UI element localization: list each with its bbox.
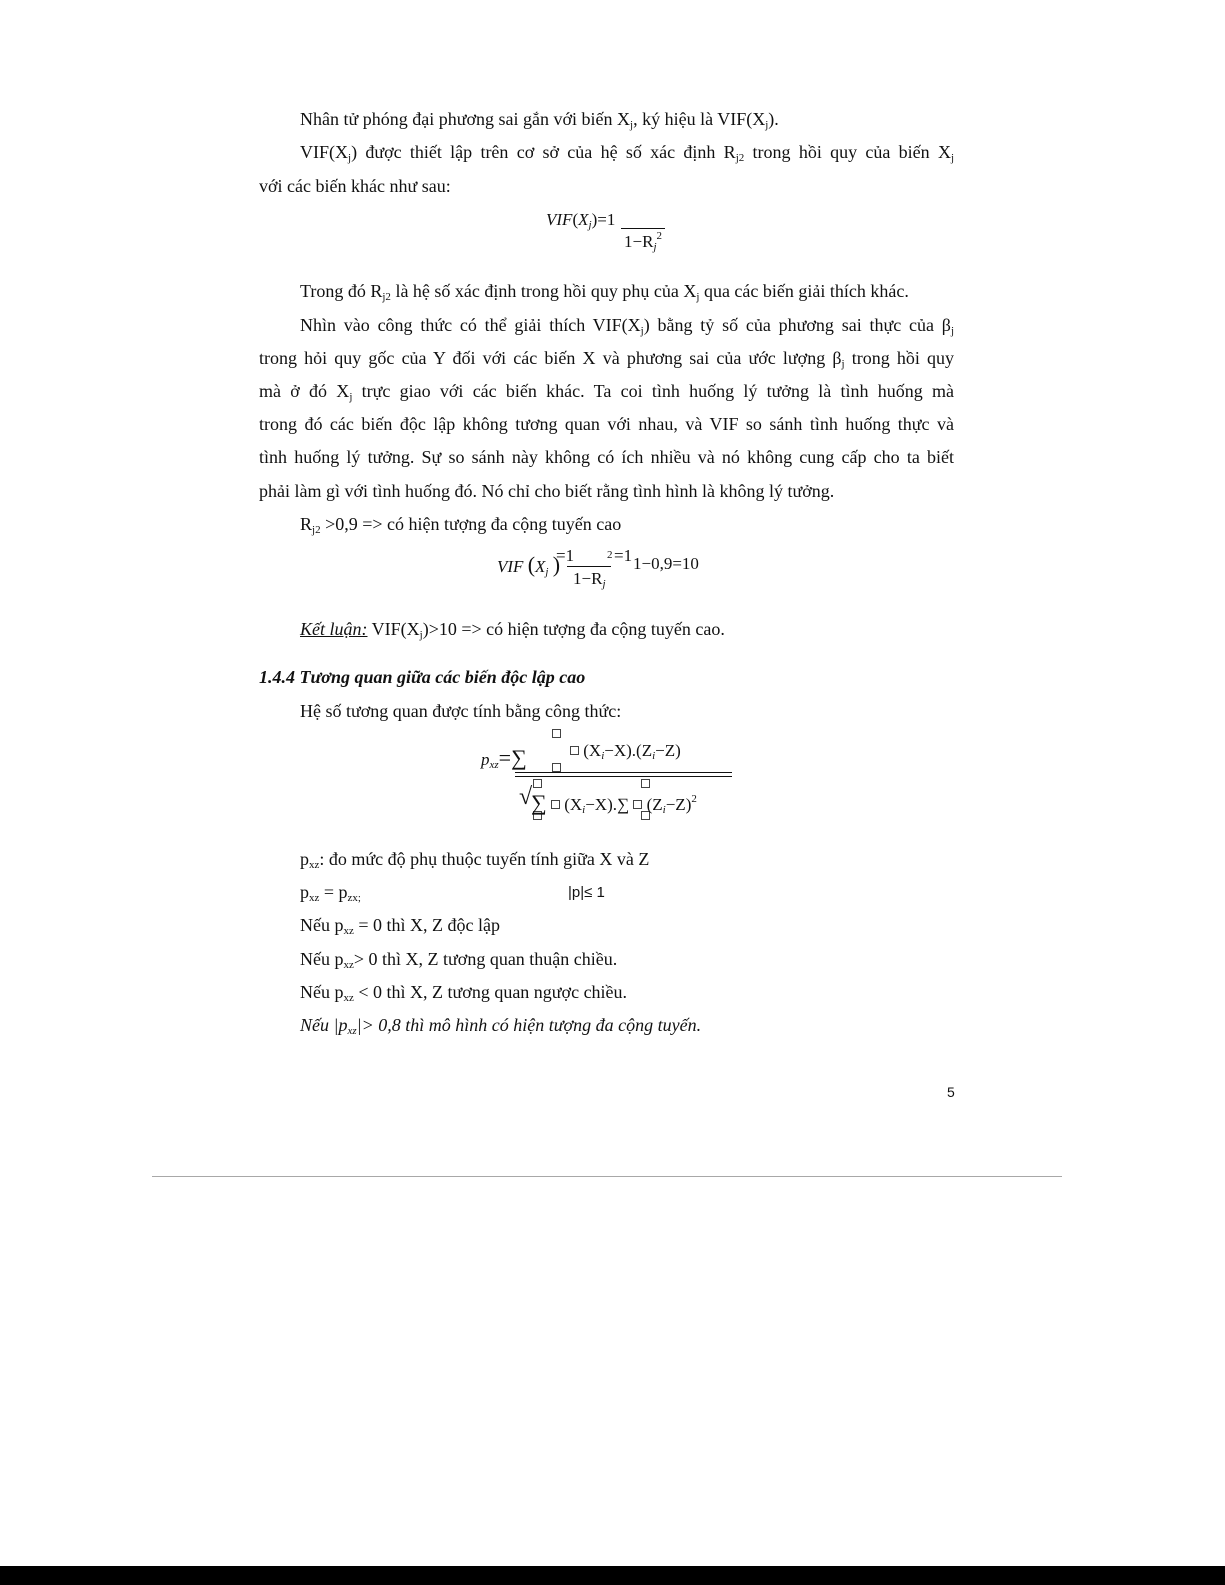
placeholder-box-icon — [552, 729, 561, 738]
text-line-13: Hệ số tương quan được tính bằng công thức: — [300, 701, 622, 721]
vif-threshold-formula: VIF ($X_j$ ) — [497, 552, 561, 578]
page-separator — [152, 1176, 1062, 1177]
vif-threshold-denominator: $1-R_j$ — [573, 569, 606, 590]
vif-threshold-eq2: =1 — [614, 546, 633, 565]
text-line-9: tình huống lý tưởng. Sự so sánh này không có ích nhiều và nó không cung cấp cho ta biết — [259, 447, 954, 467]
placeholder-box-icon — [552, 763, 561, 772]
vif-threshold-fraction-bar — [567, 566, 611, 567]
sqrt-symbol-icon: √ — [519, 784, 533, 810]
text-line-2: $VIF(X_j)$ được thiết lập trên cơ sở của hệ số xác định $R_{j2}$ trong hồi quy của biến $X_j$ — [300, 142, 955, 164]
text-line-1: Nhân tử phóng đại phương sai gắn với biến $X_j$, ký hiệu là $VIF(X_j)$. — [300, 109, 779, 131]
placeholder-box-icon — [641, 779, 650, 788]
vif-threshold-sup: 2 — [607, 549, 613, 561]
placeholder-box-icon — [533, 779, 542, 788]
vif-fraction-bar — [621, 228, 665, 229]
text-line-14: $p_{xz}$: đo mức độ phụ thuộc tuyến tính giữa X và Z — [300, 849, 650, 871]
page-number: 5 — [947, 1084, 955, 1100]
text-line-4: Trong đó $R_{j2}$ là hệ số xác định trong hồi quy phụ của $X_j$ qua các biến giải thích khác. — [300, 281, 909, 303]
placeholder-box-icon — [633, 800, 642, 809]
placeholder-box-icon — [570, 746, 579, 755]
text-line-16: Nếu $p_{xz} = 0$ thì X, Z độc lập — [300, 915, 501, 937]
vif-formula: $VIF(X_j)=1$ — [546, 210, 616, 231]
placeholder-box-icon — [551, 800, 560, 809]
corr-formula-numerator: $(X_i-X).(Z_i-Z)$ — [570, 741, 681, 761]
vif-threshold-numerator: =1 — [556, 546, 575, 565]
text-line-15: $p_{xz} = p_{zx;}$ — [300, 882, 361, 904]
corr-formula-lhs: $p_{xz}=\sum$ — [481, 745, 527, 771]
corr-fraction-bar — [515, 772, 732, 773]
text-line-7: mà ở đó $X_j$ trực giao với các biến khác. Ta coi tình huống lý tưởng là tình huống mà — [259, 381, 954, 403]
text-line-19: Nếu $|p_{xz}|> 0,8$ thì mô hình có hiện tượng đa cộng tuyến. — [300, 1015, 702, 1037]
text-line-5: Nhìn vào công thức có thể giải thích $VIF(X_j)$ bằng tỷ số của phương sai thực của $\beta_j$ — [300, 315, 955, 337]
abs-p-bound: |p|≤ 1 — [568, 884, 605, 901]
text-line-18: Nếu $p_{xz} < 0$ thì X, Z tương quan ngược chiều. — [300, 982, 628, 1004]
text-line-11: $R_{j2} >0,9$ => có hiện tượng đa cộng tuyến cao — [300, 514, 622, 536]
text-line-6: trong hỏi quy gốc của Y đối với các biến X và phương sai của ước lượng $\beta_j$ trong hồi quy — [259, 348, 954, 370]
text-line-8: trong đó các biến độc lập không tương quan với nhau, và VIF so sánh tình huống thực và — [259, 414, 954, 434]
bottom-bar — [0, 1566, 1225, 1585]
text-line-17: Nếu $p_{xz}> 0$ thì X, Z tương quan thuận chiều. — [300, 949, 618, 971]
vif-formula-denominator: $1-R_j^2$ — [624, 230, 662, 253]
text-line-12: Kết luận: $VIF(X_j)>10$ => có hiện tượng đa cộng tuyến cao. — [300, 619, 725, 641]
section-heading: 1.4.4 Tương quan giữa các biến độc lập cao — [259, 667, 586, 687]
corr-fraction-bar-2 — [515, 776, 732, 777]
corr-formula-denominator: ∑ $(X_i-X).\sum$ $(Z_i-Z)^2$ — [531, 790, 697, 816]
text-line-10: phải làm gì với tình huống đó. Nó chỉ cho biết rằng tình hình là không lý tưởng. — [259, 481, 835, 501]
text-line-3: với các biến khác như sau: — [259, 176, 451, 196]
vif-threshold-rest: 1−0,9=10 — [633, 554, 699, 573]
